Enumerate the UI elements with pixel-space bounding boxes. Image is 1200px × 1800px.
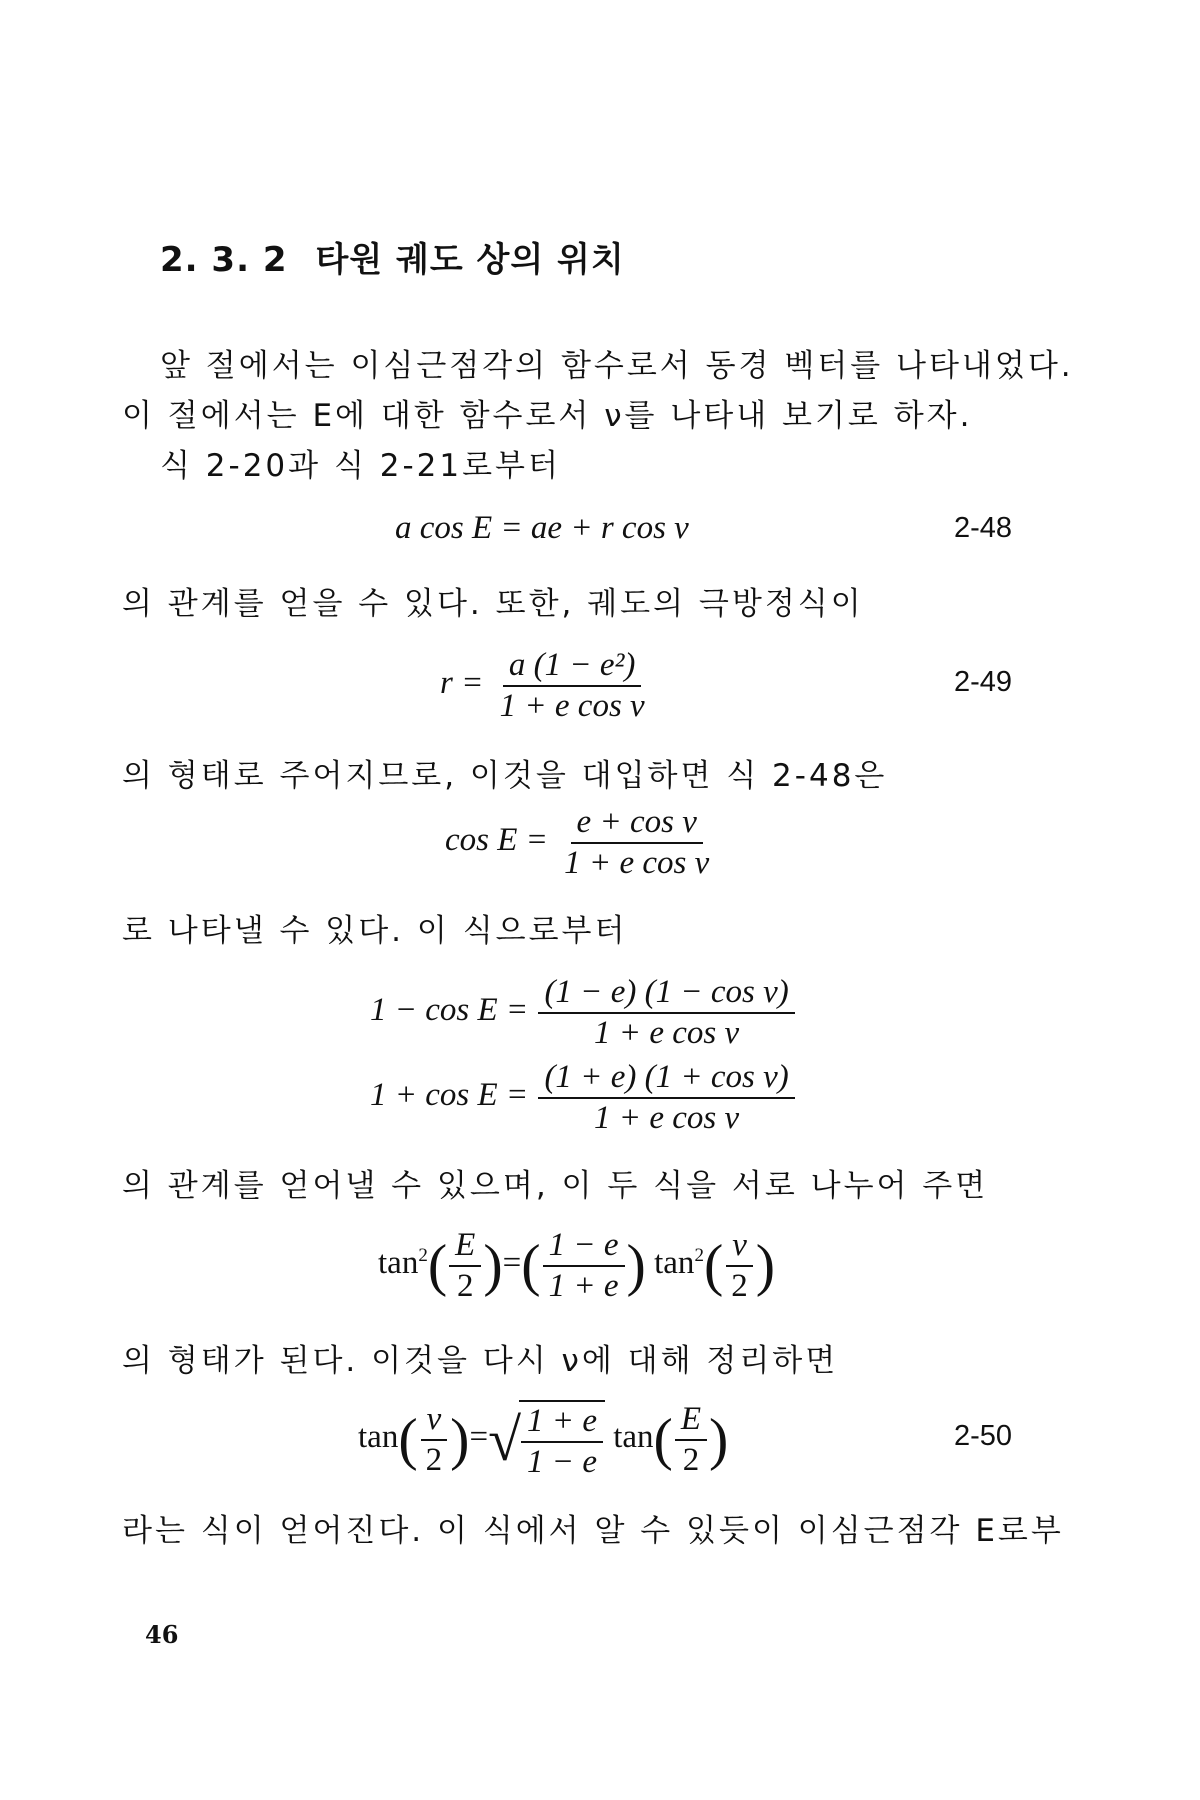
section-number: 2. 3. 2 <box>160 240 288 280</box>
page-number: 46 <box>145 1620 179 1649</box>
fraction <box>420 1402 449 1477</box>
paragraph-line: 의 관계를 얻을 수 있다. 또한, 궤도의 극방정식이 <box>122 586 864 622</box>
fraction <box>538 1060 794 1135</box>
equation-lhs: 1 − cos E = <box>370 992 529 1029</box>
fraction <box>543 1228 625 1303</box>
tan-label: tan <box>613 1419 654 1456</box>
numerator: (1 − e) (1 − cos ν) <box>538 975 794 1014</box>
denominator: 1 + e cos ν <box>594 1014 740 1051</box>
equation-number: 2-49 <box>953 666 1012 698</box>
numerator: a (1 − e²) <box>503 648 642 687</box>
numerator: ν <box>726 1228 753 1267</box>
denominator: 1 + e <box>548 1267 619 1304</box>
paragraph-line: 의 관계를 얻어낼 수 있으며, 이 두 식을 서로 나누어 주면 <box>122 1168 989 1204</box>
paragraph-line: 의 형태가 된다. 이것을 다시 ν에 대해 정리하면 <box>122 1343 839 1379</box>
equation-tan-squared: $\tan^2$( $\frac{E}{2}$ )=( $\frac{1 - e}{1 + e}$ ) $\tan^2$( $\frac{\nu}{2}$ ) <box>378 1227 776 1304</box>
equation-2-49 <box>440 648 653 723</box>
paragraph-line: 라는 식이 얻어진다. 이 식에서 알 수 있듯이 이심근점각 E로부 <box>122 1513 1064 1549</box>
equation-number: 2-50 <box>953 1420 1012 1452</box>
numerator: E <box>675 1402 707 1441</box>
equation-lhs: 1 + cos E = <box>370 1077 529 1114</box>
equation-2-50: tan( $\frac{\nu}{2}$ )= √ $\frac{1 + e}{1 - e}$ tan( $\frac{E}{2}$ ) <box>358 1401 729 1480</box>
denominator: 1 + e cos ν <box>499 687 645 724</box>
equation-lhs: r = <box>440 665 484 702</box>
fraction <box>725 1228 754 1303</box>
tan-label: tan <box>378 1245 419 1282</box>
fraction <box>558 805 715 880</box>
equation-2-48: a cos E = ae + r cos ν <box>395 510 689 546</box>
paragraph-line: 식 2-20과 식 2-21로부터 <box>160 448 561 484</box>
tan-label: tan <box>358 1419 399 1456</box>
numerator: ν <box>421 1402 448 1441</box>
denominator: 2 <box>425 1441 443 1478</box>
equation-cos-e <box>445 805 717 880</box>
fraction <box>494 648 651 723</box>
square-root: √ $\frac{1 + e}{1 - e}$ <box>488 1400 605 1479</box>
denominator: 1 + e cos ν <box>594 1099 740 1136</box>
denominator: 2 <box>456 1267 474 1304</box>
numerator: e + cos ν <box>571 805 703 844</box>
numerator: (1 + e) (1 + cos ν) <box>538 1060 794 1099</box>
paragraph-line: 앞 절에서는 이심근점각의 함수로서 동경 벡터를 나타내었다. <box>160 348 1074 384</box>
fraction <box>675 1402 707 1477</box>
equation-number: 2-48 <box>953 512 1012 544</box>
numerator: 1 + e <box>521 1404 603 1443</box>
tan-label: tan <box>654 1245 695 1282</box>
paragraph-line: 로 나타낼 수 있다. 이 식으로부터 <box>122 913 628 949</box>
fraction <box>521 1404 603 1479</box>
equation-one-minus-cos <box>370 975 797 1050</box>
denominator: 1 + e cos ν <box>564 844 710 881</box>
paragraph-line: 이 절에서는 E에 대한 함수로서 ν를 나타내 보기로 하자. <box>122 398 973 434</box>
section-heading <box>160 232 625 281</box>
denominator: 1 − e <box>527 1443 597 1480</box>
fraction <box>538 975 794 1050</box>
numerator: E <box>449 1228 481 1267</box>
equation-one-plus-cos <box>370 1060 797 1135</box>
paragraph-line: 의 형태로 주어지므로, 이것을 대입하면 식 2-48은 <box>122 758 888 794</box>
numerator: 1 − e <box>543 1228 625 1267</box>
denominator: 2 <box>682 1441 700 1478</box>
fraction <box>449 1228 481 1303</box>
section-title: 타원 궤도 상의 위치 <box>315 240 625 280</box>
equation-lhs: cos E = <box>445 822 548 859</box>
denominator: 2 <box>731 1267 748 1304</box>
